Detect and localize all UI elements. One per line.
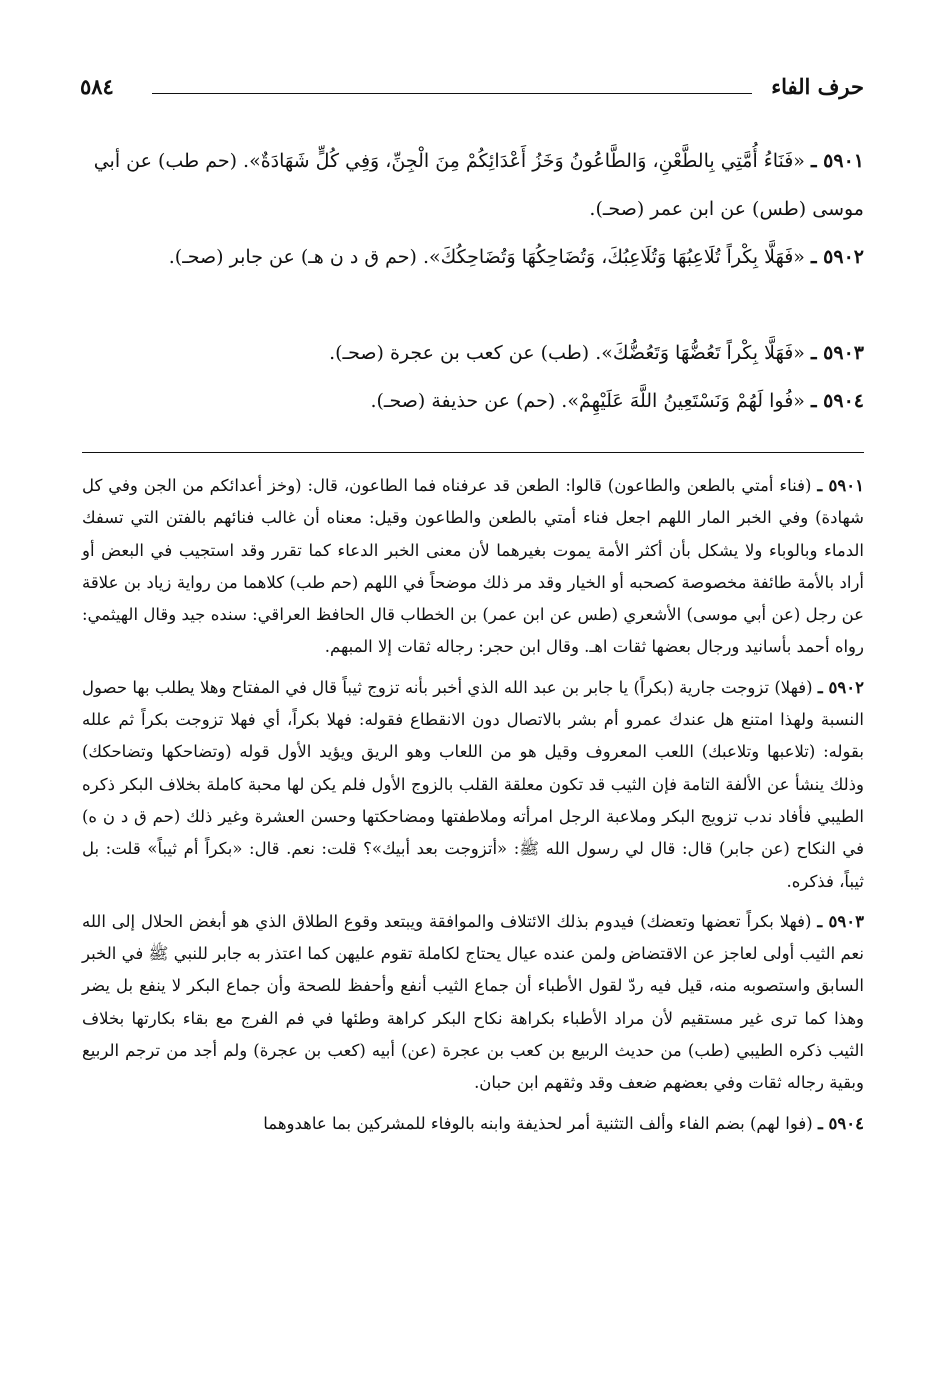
commentary-number: ٥٩٠٤ ـ [817,1113,864,1133]
hadith-text: «فَهَلَّا بِكْراً تَعُضُّهَا وَتَعُضُّكَ». (طب) عن كعب بن عجرة (صحـ). [329,342,805,364]
chapter-title: حرف الفاء [771,74,864,99]
page-header [80,74,864,106]
commentary-paragraph [82,1108,864,1140]
commentary-paragraph [82,672,864,898]
commentary [82,470,864,1148]
commentary-paragraph [82,470,864,664]
hadith-5904 [82,377,864,425]
page-number: ٥٨٤ [80,74,114,99]
commentary-paragraph [82,906,864,1100]
commentary-text: (فناء أمتي بالطعن والطاعون) قالوا: الطعن قد عرفناه فما الطاعون، قال: (وخز أعدائكم من الجن وفي كل شهادة) وفي الخبر المار اللهم اجعل فناء أمتي بالطعن والطاعون وقيل: معناه أن غالب فنائهم بالفتن التي تسفك الدماء وبالوباء ولا يشكل بأن أكثر الأمة يموت بغيرهما لأن معنى الخبر الدعاء كما تقرر وقد استجيب في البعض أو أراد بالأمة طائفة مخصوصة كصحبه أو الخيار وقد مر ذلك موضحاً في اللهم (حم طب) كلاهما من رواية زياد بن علاقة عن رجل (عن أبي موسى) الأشعري (طس عن ابن عمر) بن الخطاب قال الحافظ العراقي: سنده جيد وقال الهيثمي: رواه أحمد بأسانيد ورجال بعضها ثقات اهـ. وقال ابن حجر: رجاله ثقات إلا المبهم. [82,476,864,657]
commentary-number: ٥٩٠١ ـ [817,476,864,495]
hadith-5902 [82,233,864,281]
section-divider [82,452,864,453]
hadith-number: ٥٩٠١ ـ [810,150,864,172]
hadith-5903 [82,329,864,377]
commentary-number: ٥٩٠٢ ـ [817,677,864,697]
hadith-number: ٥٩٠٣ ـ [810,342,864,364]
hadith-text: «فُوا لَهُمْ وَنَسْتَعِينُ اللَّهَ عَلَيْهِمْ». (حم) عن حذيفة (صحـ). [370,390,805,412]
commentary-text: (فوا لهم) بضم الفاء وألف التثنية أمر لحذيفة وابنه بالوفاء للمشركين بما عاهدوهما [263,1113,813,1133]
commentary-text: (فهلا بكراً تعضها وتعضك) فيدوم بذلك الائتلاف والموافقة ويبتعد وقوع الطلاق الذي هو أبغض الحلال إلى الله نعم الثيب أولى لعاجز عن الاقتضاض ولمن عنده عيال يحتاج لكاملة تقوم عليهن كما اعتذر به جابر للنبي ﷺ في الخبر السابق واستصوبه منه، قيل فيه ردّ لقول الأطباء أن جماع الثيب أنفع وأحفظ للصحة وأن جماع البكر لا ينفع بل يضر وهذا كما ترى غير مستقيم لأن مراد الأطباء بكراهة نكاح البكر كراهة وطئها في فم الفرج مع بقاء بكارتها بخلاف الثيب ذكره الطيبي (طب) من حديث الربيع بن كعب بن عجرة (عن) أبيه (كعب بن عجرة) ولم أجد من ترجم الربيع وبقية رجاله ثقات وفي بعضهم ضعف وقد وثقهم ابن حبان. [82,911,864,1093]
hadith-number: ٥٩٠٢ ـ [810,246,864,268]
hadith-text: «فَنَاءُ أُمَّتِي بِالطَّعْنِ، وَالطَّاعُونُ وَخَزُ أَعْدَائِكُمْ مِنَ الْجِنِّ، وَفِي كُلٍّ شَهَادَةٌ». (حم طب) عن أبي موسى (طس) عن ابن عمر (صحـ). [93,150,864,220]
header-rule [152,93,752,94]
hadith-5901 [82,137,864,233]
hadith-text: «فَهَلَّا بِكْراً تُلَاعِبُهَا وَتُلَاعِبُكَ، وَتُضَاحِكُهَا وَتُضَاحِكُكَ». (حم ق د ن هـ) عن جابر (صحـ). [168,246,805,268]
commentary-number: ٥٩٠٣ ـ [817,911,864,931]
commentary-text: (فهلا) تزوجت جارية (بكراً) يا جابر بن عبد الله الذي أخبر بأنه تزوج ثيباً قال في المفتاح وهلا يطلب بها حصول النسبة ولهذا امتنع هل عندك عمرو أم بشر بالاتصال دون الانقطاع فقوله: فهلا بكراً، أي فهلا تزوجت بكراً ثم علله بقوله: (تلاعبها وتلاعبك) اللعب المعروف وقيل هو من اللعاب وهو الريق ويؤيد الأول قوله (وتضاحكها وتضاحكك) وذلك ينشأ عن الألفة التامة فإن الثيب قد تكون معلقة القلب بالزوج الأول فلم يكن لها محبة كاملة بخلاف البكر ذكره الطيبي فأفاد ندب تزويج البكر وملاعبة الرجل امرأته وملاطفتها ومضاحكتها وحسن العشرة وغير ذلك (حم ق د ن ه) في النكاح (عن جابر) قال: قال لي رسول الله ﷺ: «أتزوجت بعد أبيك»؟ قلت: نعم. قال: «بكراً أم ثيباً» قلت: بل ثيباً، فذكره. [82,677,864,891]
hadith-number: ٥٩٠٤ ـ [810,390,864,412]
